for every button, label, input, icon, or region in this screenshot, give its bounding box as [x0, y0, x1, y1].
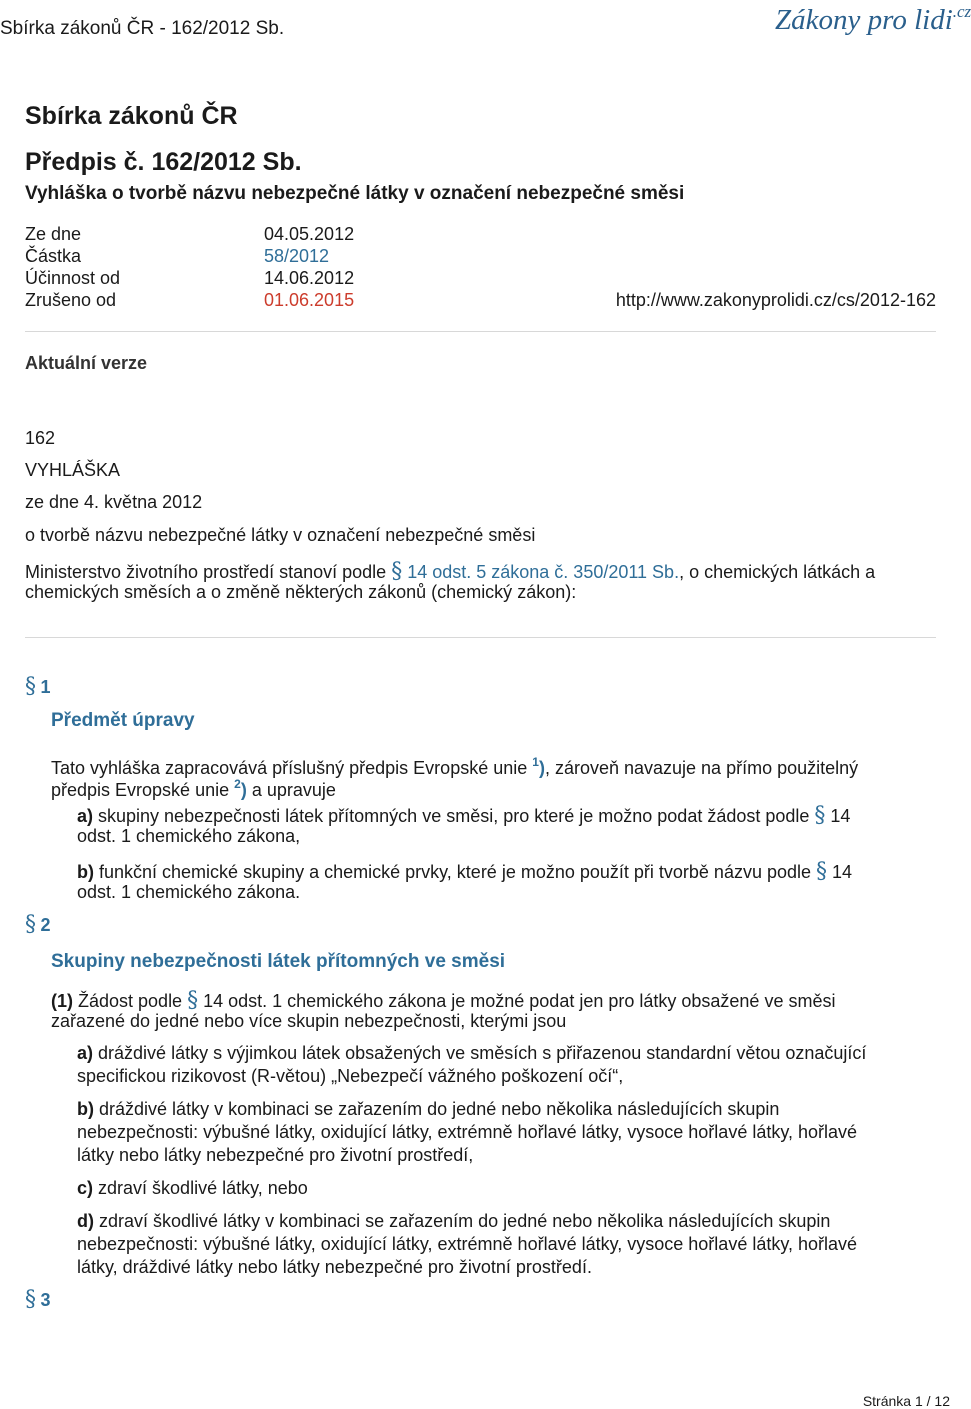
text: Tato vyhláška zapracovává příslušný předpis Evropské unie [51, 758, 528, 778]
section-2-heading: Skupiny nebezpečnosti látek přítomných ve směsi [51, 951, 506, 972]
paragraph-mark-icon: § [25, 912, 36, 937]
item-text: zdraví škodlivé látky v kombinaci se zařazením do jedné nebo několika následujících skupin [99, 1211, 831, 1231]
list-item [77, 1043, 866, 1064]
section-2-marker[interactable] [25, 912, 50, 937]
section-2-p1-line2: zařazené do jedné nebo více skupin nebezpečnosti, kterými jsou [51, 1011, 567, 1031]
logo-suffix: .cz [952, 2, 971, 21]
paragraph-mark-icon: § [816, 859, 828, 884]
item-text: zdraví škodlivé látky, nebo [98, 1178, 308, 1198]
preamble-date: ze dne 4. května 2012 [25, 492, 203, 512]
document-url[interactable]: http://www.zakonyprolidi.cz/cs/2012-162 [615, 290, 936, 310]
paragraph-mark-icon: § [187, 988, 199, 1013]
paragraph-mark-icon: § [25, 674, 36, 699]
ref-number: 14 [830, 806, 851, 826]
list-item [77, 1178, 308, 1199]
paragraph-mark-icon: § [25, 1287, 36, 1312]
meta-label-date: Ze dne [25, 224, 82, 244]
collection-heading: Sbírka zákonů ČR [25, 102, 238, 130]
section-2-p1-line1 [51, 988, 835, 1013]
ref-number: 14 [832, 862, 853, 882]
item-letter: b) [77, 862, 94, 882]
section-number: 3 [40, 1290, 51, 1310]
footnote-paren: ) [538, 758, 545, 778]
text: předpis Evropské unie [51, 780, 230, 800]
preamble-number: 162 [25, 428, 56, 448]
law-reference-link[interactable]: 14 odst. 5 zákona č. 350/2011 Sb. [407, 562, 680, 582]
section-3-marker[interactable] [25, 1287, 50, 1312]
page-indicator: Stránka 1 / 12 [862, 1393, 950, 1409]
section-1-heading: Předmět úpravy [51, 710, 195, 731]
preamble-text-end: , o chemických látkách a [679, 562, 876, 582]
item-letter: d) [77, 1211, 94, 1231]
item-text: dráždivé látky v kombinaci se zařazením do jedné nebo několika následujících skupin [99, 1099, 780, 1119]
section-1-marker[interactable] [25, 674, 50, 699]
item-letter: a) [77, 1043, 94, 1063]
logo-text: Zákony pro lidi [775, 4, 953, 36]
section-1-text-line2 [51, 777, 336, 801]
section-number: 2 [40, 915, 51, 935]
meta-value-repealed: 01.06.2015 [264, 290, 355, 310]
meta-label-part: Částka [25, 246, 82, 266]
list-item [77, 1211, 830, 1232]
document-title: Vyhláška o tvorbě názvu nebezpečné látky v označení nebezpečné směsi [25, 183, 685, 204]
meta-value-part-link[interactable]: 58/2012 [264, 246, 330, 266]
text: Žádost podle [73, 991, 188, 1011]
window-title: Sbírka zákonů ČR - 162/2012 Sb. [0, 18, 285, 39]
item-letter: b) [77, 1099, 94, 1119]
divider [25, 331, 936, 332]
footnote-link-2[interactable] [229, 777, 247, 800]
item-text: skupiny nebezpečnosti látek přítomných ve směsi, pro které je možno podat žádost podle [93, 806, 815, 826]
list-item-cont: látky, dráždivé látky nebo látky nebezpečné pro životní prostředí. [77, 1257, 592, 1277]
list-item-cont: nebezpečnosti: výbušné látky, oxidující látky, extrémně hořlavé látky, vysoce hořlavé látky, hořlavé [77, 1234, 858, 1254]
footnote-number: 2 [234, 777, 241, 791]
list-item-cont: odst. 1 chemického zákona, [77, 826, 301, 846]
footnote-link-1[interactable] [527, 755, 545, 778]
text: a upravuje [246, 780, 336, 800]
current-version-label: Aktuální verze [25, 353, 148, 373]
meta-value-effective: 14.06.2012 [264, 268, 355, 288]
preamble-text-start: Ministerstvo životního prostředí stanoví podle [25, 562, 392, 582]
section-number: 1 [40, 677, 51, 697]
meta-label-repealed: Zrušeno od [25, 290, 117, 310]
item-letter: c) [77, 1178, 94, 1198]
footnote-number: 1 [532, 755, 539, 769]
list-item-cont: látky nebo látky nebezpečné pro životní prostředí, [77, 1145, 474, 1165]
text: chemického zákona je možné podat jen pro látky obsažené ve směsi [282, 991, 836, 1011]
section-1-text-line1 [51, 755, 858, 779]
list-item [77, 859, 852, 884]
item-text: funkční chemické skupiny a chemické prvky, které je možno použít při tvorbě názvu podle [94, 862, 817, 882]
preamble-line2: chemických směsích a o změně některých zákonů (chemický zákon): [25, 582, 577, 602]
list-item-cont: specifickou rizikovost (R-větou) „Nebezpečí vážného poškození očí“, [77, 1066, 624, 1086]
paragraph-mark-icon: § [814, 803, 826, 828]
meta-value-date: 04.05.2012 [264, 224, 355, 244]
list-item [77, 803, 850, 828]
item-text: dráždivé látky s výjimkou látek obsažených ve směsích s přiřazenou standardní větou označující [98, 1043, 867, 1063]
regulation-heading: Předpis č. 162/2012 Sb. [25, 148, 302, 176]
preamble-type: VYHLÁŠKA [25, 460, 121, 480]
paragraph-mark-icon: § [391, 559, 403, 584]
footnote-paren: ) [240, 780, 247, 800]
item-letter: a) [77, 806, 94, 826]
preamble-title: o tvorbě názvu nebezpečné látky v označení nebezpečné směsi [25, 525, 536, 545]
meta-label-effective: Účinnost od [25, 268, 121, 288]
paragraph-number: (1) [51, 991, 73, 1011]
divider [25, 637, 936, 638]
ref-number: 14 odst. 1 [203, 991, 283, 1011]
list-item-cont: nebezpečnosti: výbušné látky, oxidující látky, extrémně hořlavé látky, vysoce hořlavé látky, hořlavé [77, 1122, 858, 1142]
preamble-line1 [25, 559, 875, 584]
list-item-cont: odst. 1 chemického zákona. [77, 882, 301, 902]
text: , zároveň navazuje na přímo použitelný [544, 758, 859, 778]
site-logo[interactable] [775, 2, 971, 37]
list-item [77, 1099, 779, 1120]
